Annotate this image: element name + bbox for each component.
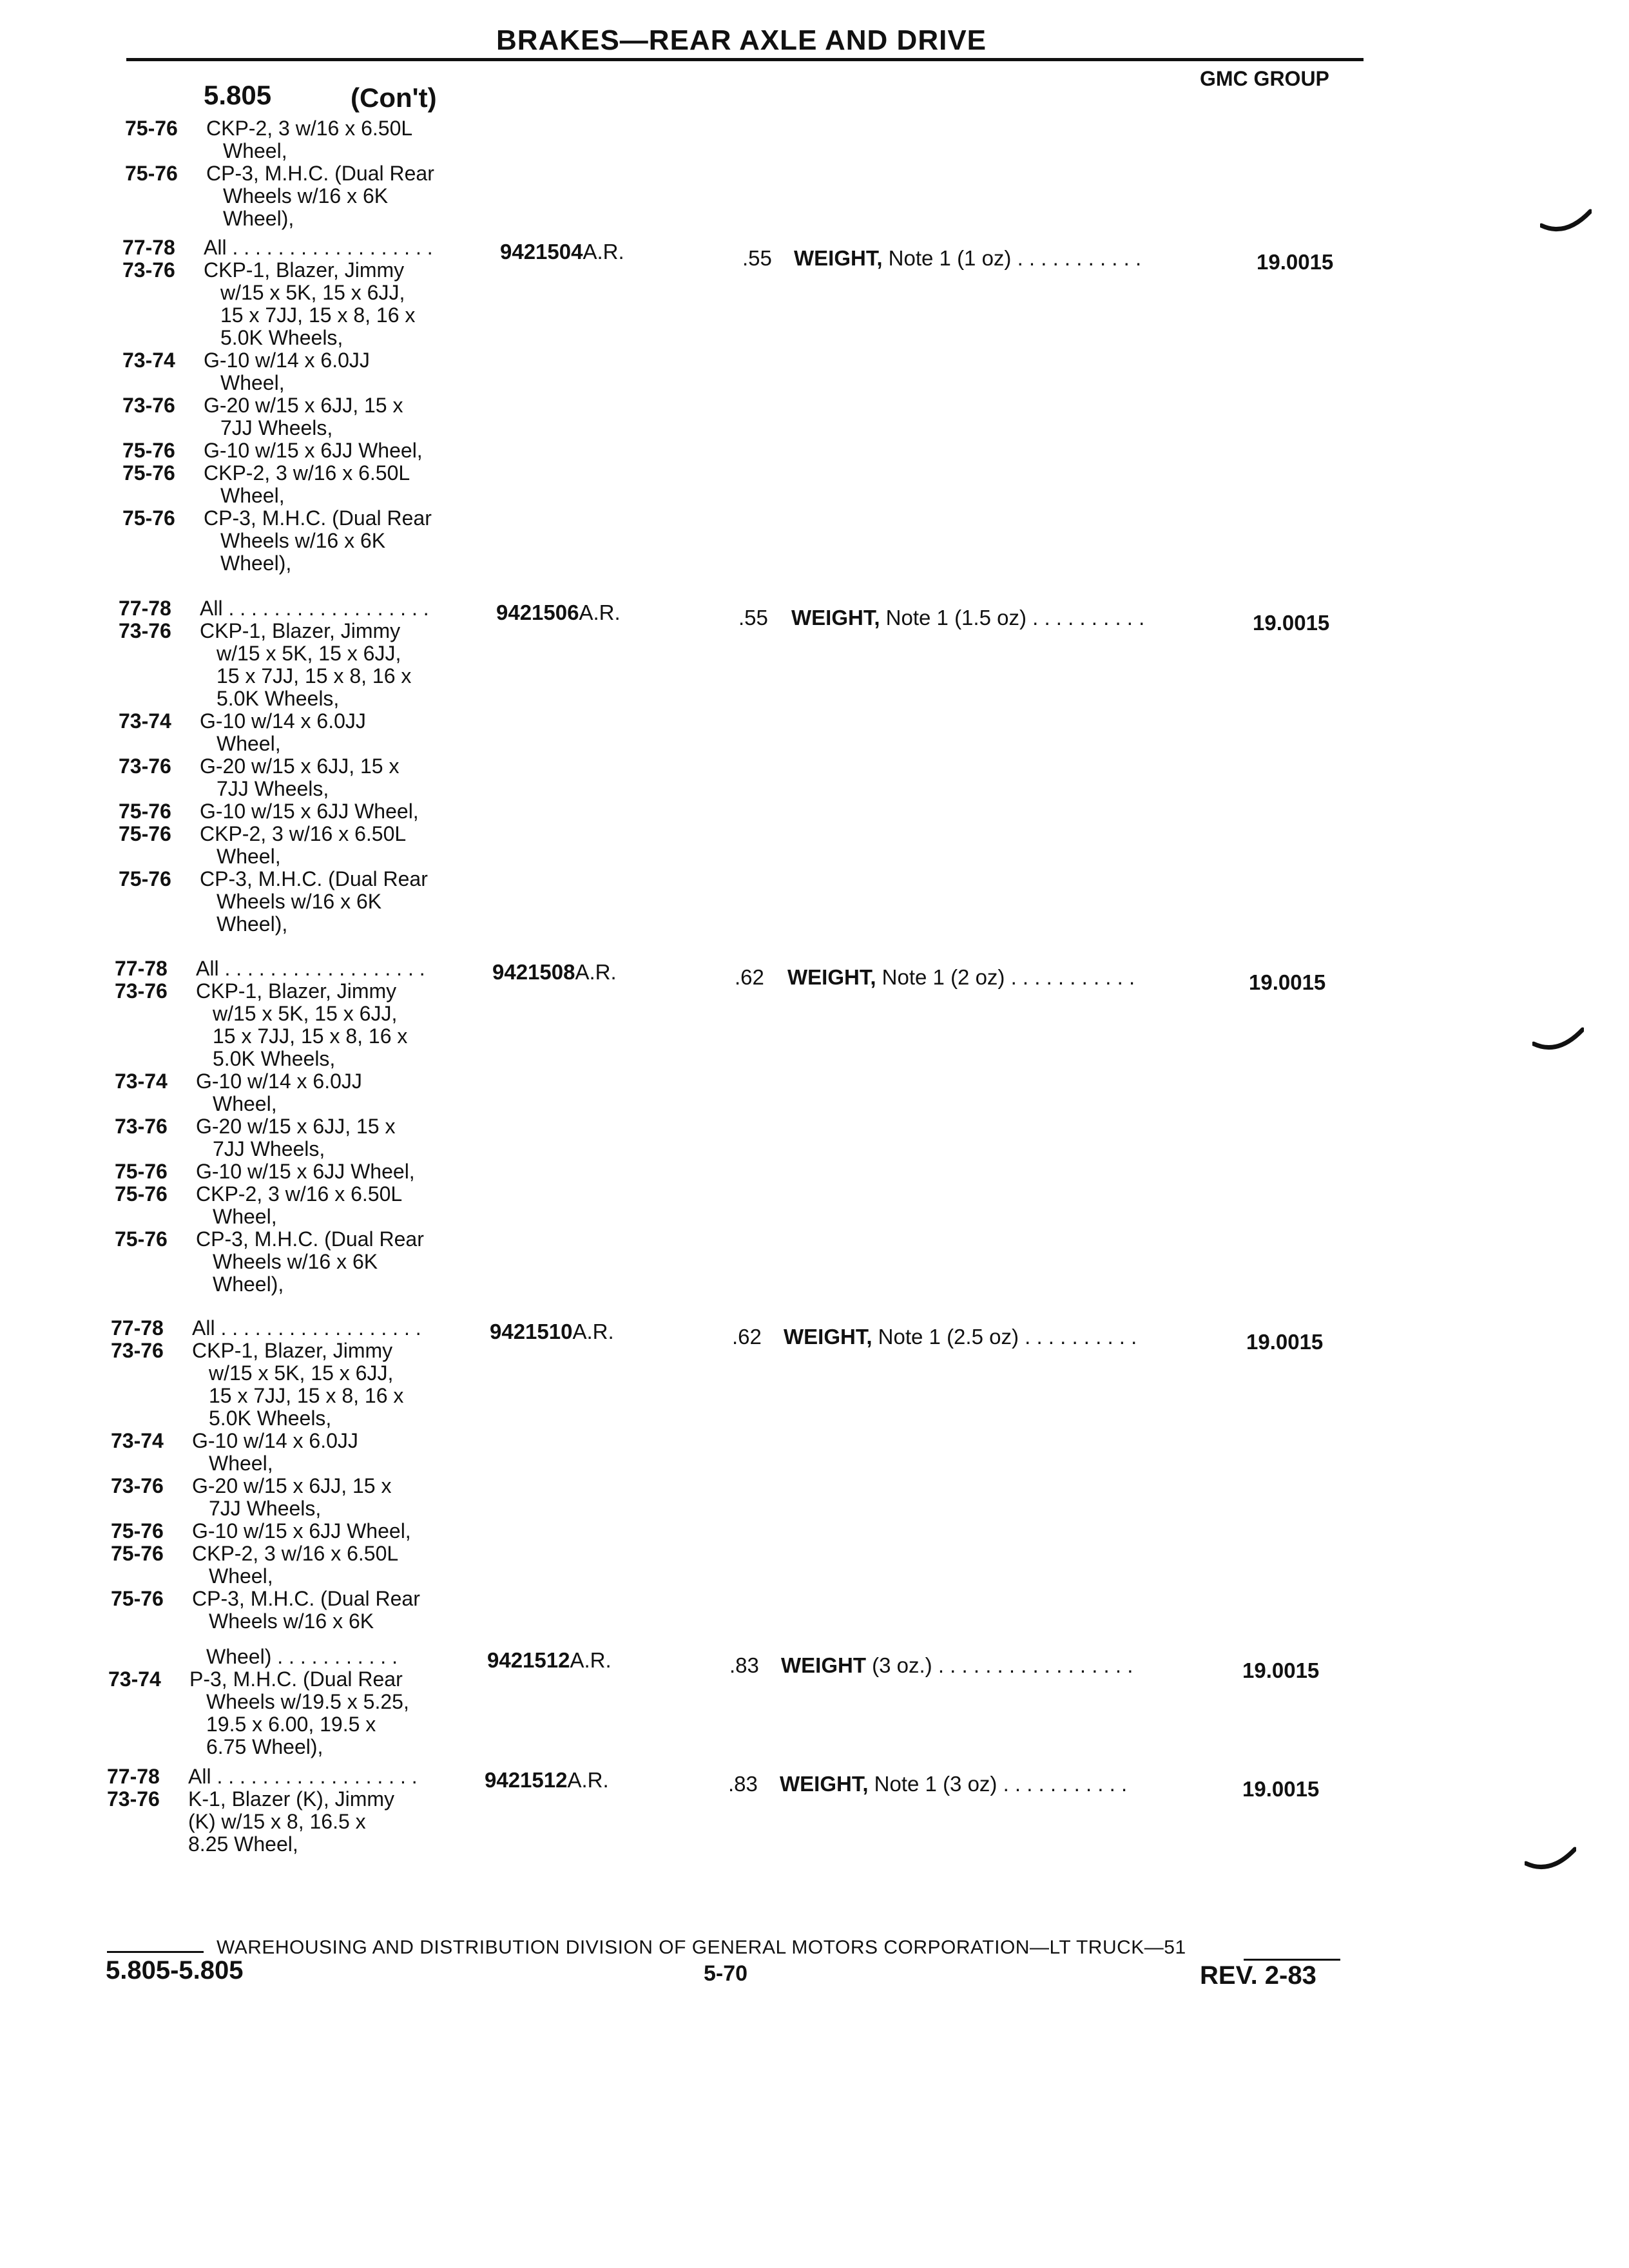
year-range: 75-76 xyxy=(111,1542,164,1565)
application-text: 8.25 Wheel, xyxy=(188,1832,298,1856)
year-range: 73-76 xyxy=(122,394,175,417)
binder-hole-mark-icon xyxy=(1540,206,1592,232)
application-text: CKP-1, Blazer, Jimmy xyxy=(200,619,401,642)
application-text: G-10 w/14 x 6.0JJ xyxy=(200,709,366,733)
application-text: w/15 x 5K, 15 x 6JJ, xyxy=(220,281,405,304)
part-number-value: 9421510 xyxy=(490,1320,573,1343)
group-code: 19.0015 xyxy=(1242,1658,1320,1682)
application-text: Wheel, xyxy=(213,1205,277,1228)
section-note: (Con't) xyxy=(351,82,437,113)
application-text: CKP-1, Blazer, Jimmy xyxy=(204,258,405,282)
application-text: CKP-1, Blazer, Jimmy xyxy=(192,1339,393,1362)
year-range xyxy=(111,1385,192,1407)
application-text: (K) w/15 x 8, 16.5 x xyxy=(188,1810,366,1833)
part-name: WEIGHT, xyxy=(787,965,876,989)
year-range: 75-76 xyxy=(125,117,178,140)
year-range xyxy=(111,1362,192,1385)
application-text: 15 x 7JJ, 15 x 8, 16 x xyxy=(209,1384,404,1407)
application-text: G-10 w/14 x 6.0JJ xyxy=(196,1070,362,1093)
year-range xyxy=(107,1811,188,1833)
application-text: CKP-2, 3 w/16 x 6.50L xyxy=(192,1542,399,1565)
year-range: 73-76 xyxy=(111,1339,164,1362)
year-range xyxy=(108,1713,189,1736)
year-range: 77-78 xyxy=(111,1316,164,1340)
price: .55 xyxy=(742,246,772,270)
application-text: G-20 w/15 x 6JJ, 15 x xyxy=(196,1115,396,1138)
year-range: 73-76 xyxy=(115,979,168,1003)
part-number-value: 9421512 xyxy=(485,1768,568,1792)
year-range: 75-76 xyxy=(122,439,175,462)
year-range: 73-76 xyxy=(119,754,171,778)
application-text: G-10 w/15 x 6JJ Wheel, xyxy=(196,1160,415,1183)
year-range xyxy=(115,1003,196,1025)
application-text: w/15 x 5K, 15 x 6JJ, xyxy=(213,1002,398,1025)
application-text: CKP-1, Blazer, Jimmy xyxy=(196,979,397,1003)
application-text: Wheel, xyxy=(209,1564,273,1588)
application-text: 5.0K Wheels, xyxy=(209,1407,332,1430)
application-text: CKP-2, 3 w/16 x 6.50L xyxy=(204,461,410,485)
year-range xyxy=(115,1048,196,1070)
year-range: 75-76 xyxy=(122,506,175,530)
application-text: CKP-2, 3 w/16 x 6.50L xyxy=(200,822,407,845)
page-number: 5-70 xyxy=(704,1961,748,1986)
year-range xyxy=(115,1025,196,1048)
group-code: 19.0015 xyxy=(1257,250,1334,274)
application-text: 7JJ Wheels, xyxy=(220,416,333,439)
year-range xyxy=(119,845,200,868)
application-text: CP-3, M.H.C. (Dual Rear xyxy=(206,162,434,185)
year-range xyxy=(115,1093,196,1115)
year-range xyxy=(108,1736,189,1758)
year-range: 73-74 xyxy=(119,709,171,733)
part-name: WEIGHT xyxy=(781,1653,866,1677)
section-range: 5.805-5.805 xyxy=(106,1956,244,1984)
application-text: Wheel, xyxy=(217,845,281,868)
application-text: 19.5 x 6.00, 19.5 x xyxy=(206,1713,376,1736)
price: .55 xyxy=(738,606,768,629)
part-note: Note 1 (1.5 oz) . . . . . . . . . . xyxy=(880,606,1145,629)
application-text: Wheels w/16 x 6K xyxy=(213,1250,378,1273)
year-range xyxy=(119,890,200,913)
application-text: Wheel), xyxy=(217,912,288,936)
application-text: All . . . . . . . . . . . . . . . . . . xyxy=(188,1765,418,1788)
application-text: All . . . . . . . . . . . . . . . . . . xyxy=(204,236,433,259)
application-text: 15 x 7JJ, 15 x 8, 16 x xyxy=(220,303,416,327)
year-range: 75-76 xyxy=(111,1587,164,1610)
year-range xyxy=(108,1646,189,1668)
application-text: G-10 w/14 x 6.0JJ xyxy=(192,1429,358,1452)
year-range xyxy=(111,1610,192,1633)
part-number xyxy=(485,1768,609,1792)
price: .62 xyxy=(732,1325,762,1349)
part-description xyxy=(781,1653,1133,1678)
binder-hole-mark-icon xyxy=(1532,1024,1584,1050)
year-range xyxy=(119,778,200,800)
year-range xyxy=(122,327,204,349)
application-text: 15 x 7JJ, 15 x 8, 16 x xyxy=(217,664,412,687)
year-range xyxy=(119,733,200,755)
year-range xyxy=(119,913,200,936)
year-range: 73-74 xyxy=(122,349,175,372)
year-range xyxy=(122,417,204,439)
part-note: Note 1 (2.5 oz) . . . . . . . . . . xyxy=(872,1325,1137,1349)
part-number-value: 9421504 xyxy=(500,240,583,264)
year-range xyxy=(125,140,206,162)
application-text: Wheel, xyxy=(220,484,285,507)
revision-label: REV. 2-83 xyxy=(1200,1961,1316,1990)
price: .62 xyxy=(735,965,764,989)
group-code: 19.0015 xyxy=(1246,1330,1324,1354)
quantity-as-required: A.R. xyxy=(575,960,617,984)
section-number: 5.805 xyxy=(204,80,272,110)
part-note: Note 1 (2 oz) . . . . . . . . . . . xyxy=(876,965,1135,989)
group-label: GMC GROUP xyxy=(1200,67,1329,90)
year-range: 73-76 xyxy=(115,1115,168,1138)
quantity-as-required: A.R. xyxy=(583,240,624,264)
application-text: 5.0K Wheels, xyxy=(213,1047,336,1070)
year-range: 73-74 xyxy=(111,1429,164,1452)
part-note: Note 1 (1 oz) . . . . . . . . . . . xyxy=(882,246,1142,270)
year-range xyxy=(122,282,204,304)
year-range xyxy=(115,1251,196,1273)
page-title: BRAKES—REAR AXLE AND DRIVE xyxy=(496,24,987,56)
year-range: 75-76 xyxy=(111,1519,164,1542)
parts-entry xyxy=(119,597,429,936)
part-note: (3 oz.) . . . . . . . . . . . . . . . . . xyxy=(865,1653,1133,1677)
year-range: 75-76 xyxy=(119,822,171,845)
application-text: Wheel, xyxy=(213,1092,277,1115)
footer-rule-right xyxy=(1244,1959,1340,1961)
year-range xyxy=(119,687,200,710)
application-text: G-10 w/14 x 6.0JJ xyxy=(204,349,370,372)
price: .83 xyxy=(729,1653,759,1677)
parts-entry xyxy=(111,1317,421,1633)
year-range: 73-76 xyxy=(111,1474,164,1497)
header-rule xyxy=(126,58,1364,61)
application-text: Wheels w/16 x 6K xyxy=(220,529,386,552)
application-text: 5.0K Wheels, xyxy=(220,326,343,349)
year-range: 75-76 xyxy=(115,1182,168,1206)
footer-rule-left xyxy=(107,1951,204,1953)
year-range xyxy=(111,1407,192,1430)
application-text: All . . . . . . . . . . . . . . . . . . xyxy=(192,1316,421,1340)
year-range xyxy=(111,1565,192,1588)
part-description xyxy=(784,1325,1137,1349)
part-name: WEIGHT, xyxy=(780,1772,869,1796)
application-text: G-10 w/15 x 6JJ Wheel, xyxy=(204,439,423,462)
parts-entry xyxy=(108,1646,409,1758)
year-range: 73-76 xyxy=(122,258,175,282)
year-range: 73-76 xyxy=(119,619,171,642)
application-text: Wheel) . . . . . . . . . . . xyxy=(206,1645,398,1668)
year-range: 75-76 xyxy=(119,800,171,823)
quantity-as-required: A.R. xyxy=(572,1320,614,1343)
year-range xyxy=(111,1452,192,1475)
application-text: Wheels w/16 x 6K xyxy=(209,1610,374,1633)
application-text: G-20 w/15 x 6JJ, 15 x xyxy=(200,754,400,778)
application-text: All . . . . . . . . . . . . . . . . . . xyxy=(196,957,425,980)
application-text: Wheel, xyxy=(223,139,287,162)
group-code: 19.0015 xyxy=(1253,611,1330,635)
application-text: Wheels w/19.5 x 5.25, xyxy=(206,1690,409,1713)
year-range: 75-76 xyxy=(115,1160,168,1183)
application-text: K-1, Blazer (K), Jimmy xyxy=(188,1787,395,1811)
year-range: 73-76 xyxy=(107,1787,160,1811)
parts-entry xyxy=(122,236,433,575)
quantity-as-required: A.R. xyxy=(579,601,621,624)
part-number xyxy=(490,1320,614,1344)
year-range xyxy=(122,485,204,507)
quantity-as-required: A.R. xyxy=(570,1648,612,1672)
part-number xyxy=(492,960,617,985)
application-text: G-20 w/15 x 6JJ, 15 x xyxy=(204,394,403,417)
year-range xyxy=(122,530,204,552)
application-text: G-20 w/15 x 6JJ, 15 x xyxy=(192,1474,392,1497)
application-text: w/15 x 5K, 15 x 6JJ, xyxy=(209,1361,394,1385)
year-range xyxy=(119,665,200,687)
year-range: 73-74 xyxy=(115,1070,168,1093)
year-range xyxy=(115,1138,196,1160)
continuation-block xyxy=(125,117,434,230)
year-range xyxy=(122,372,204,394)
year-range xyxy=(108,1691,189,1713)
part-description xyxy=(794,246,1141,271)
part-description xyxy=(787,965,1135,990)
year-range xyxy=(122,552,204,575)
year-range xyxy=(119,642,200,665)
part-number xyxy=(500,240,624,264)
parts-entry xyxy=(107,1765,418,1856)
application-text: Wheels w/16 x 6K xyxy=(217,890,382,913)
year-range: 75-76 xyxy=(115,1227,168,1251)
application-text: w/15 x 5K, 15 x 6JJ, xyxy=(217,642,401,665)
binder-hole-mark-icon xyxy=(1525,1844,1576,1870)
application-text: Wheels w/16 x 6K xyxy=(223,184,389,207)
part-number-value: 9421506 xyxy=(496,601,579,624)
application-text: Wheel), xyxy=(223,207,294,230)
part-name: WEIGHT, xyxy=(794,246,883,270)
application-text: Wheel), xyxy=(220,552,292,575)
application-text: 6.75 Wheel), xyxy=(206,1735,323,1758)
year-range: 77-78 xyxy=(119,597,171,620)
part-number-value: 9421508 xyxy=(492,960,575,984)
application-text: Wheel, xyxy=(209,1452,273,1475)
publisher-line: WAREHOUSING AND DISTRIBUTION DIVISION OF GENERAL MOTORS CORPORATION—LT TRUCK—51 xyxy=(217,1937,1186,1958)
application-text: CP-3, M.H.C. (Dual Rear xyxy=(196,1227,424,1251)
part-number xyxy=(496,601,621,625)
group-code: 19.0015 xyxy=(1249,970,1326,994)
application-text: All . . . . . . . . . . . . . . . . . . xyxy=(200,597,429,620)
application-text: CP-3, M.H.C. (Dual Rear xyxy=(200,867,428,890)
quantity-as-required: A.R. xyxy=(567,1768,609,1792)
application-text: 7JJ Wheels, xyxy=(209,1497,322,1520)
part-number-value: 9421512 xyxy=(487,1648,570,1672)
year-range: 75-76 xyxy=(122,461,175,485)
application-text: Wheel, xyxy=(220,371,285,394)
application-text: P-3, M.H.C. (Dual Rear xyxy=(189,1667,403,1691)
year-range xyxy=(115,1206,196,1228)
year-range xyxy=(122,304,204,327)
application-text: 7JJ Wheels, xyxy=(217,777,329,800)
year-range xyxy=(107,1833,188,1856)
application-text: CP-3, M.H.C. (Dual Rear xyxy=(204,506,432,530)
part-description xyxy=(780,1772,1127,1796)
price: .83 xyxy=(728,1772,758,1796)
year-range: 75-76 xyxy=(119,867,171,890)
part-description xyxy=(791,606,1144,630)
group-code: 19.0015 xyxy=(1242,1777,1320,1801)
year-range: 77-78 xyxy=(122,236,175,259)
application-text: G-10 w/15 x 6JJ Wheel, xyxy=(192,1519,411,1542)
application-text: CKP-2, 3 w/16 x 6.50L xyxy=(196,1182,403,1206)
year-range xyxy=(125,207,206,230)
year-range: 77-78 xyxy=(107,1765,160,1788)
application-text: G-10 w/15 x 6JJ Wheel, xyxy=(200,800,419,823)
application-text: Wheel), xyxy=(213,1273,284,1296)
application-text: Wheel, xyxy=(217,732,281,755)
year-range xyxy=(111,1497,192,1520)
year-range: 73-74 xyxy=(108,1667,161,1691)
part-name: WEIGHT, xyxy=(791,606,880,629)
application-text: 7JJ Wheels, xyxy=(213,1137,325,1160)
year-range: 77-78 xyxy=(115,957,168,980)
application-text: CKP-2, 3 w/16 x 6.50L xyxy=(206,117,413,140)
part-name: WEIGHT, xyxy=(784,1325,872,1349)
year-range xyxy=(115,1273,196,1296)
parts-entry xyxy=(115,957,425,1296)
application-text: 5.0K Wheels, xyxy=(217,687,340,710)
year-range xyxy=(125,185,206,207)
part-number xyxy=(487,1648,612,1673)
application-text: 15 x 7JJ, 15 x 8, 16 x xyxy=(213,1024,408,1048)
year-range: 75-76 xyxy=(125,162,178,185)
part-note: Note 1 (3 oz) . . . . . . . . . . . xyxy=(868,1772,1128,1796)
application-text: CP-3, M.H.C. (Dual Rear xyxy=(192,1587,420,1610)
